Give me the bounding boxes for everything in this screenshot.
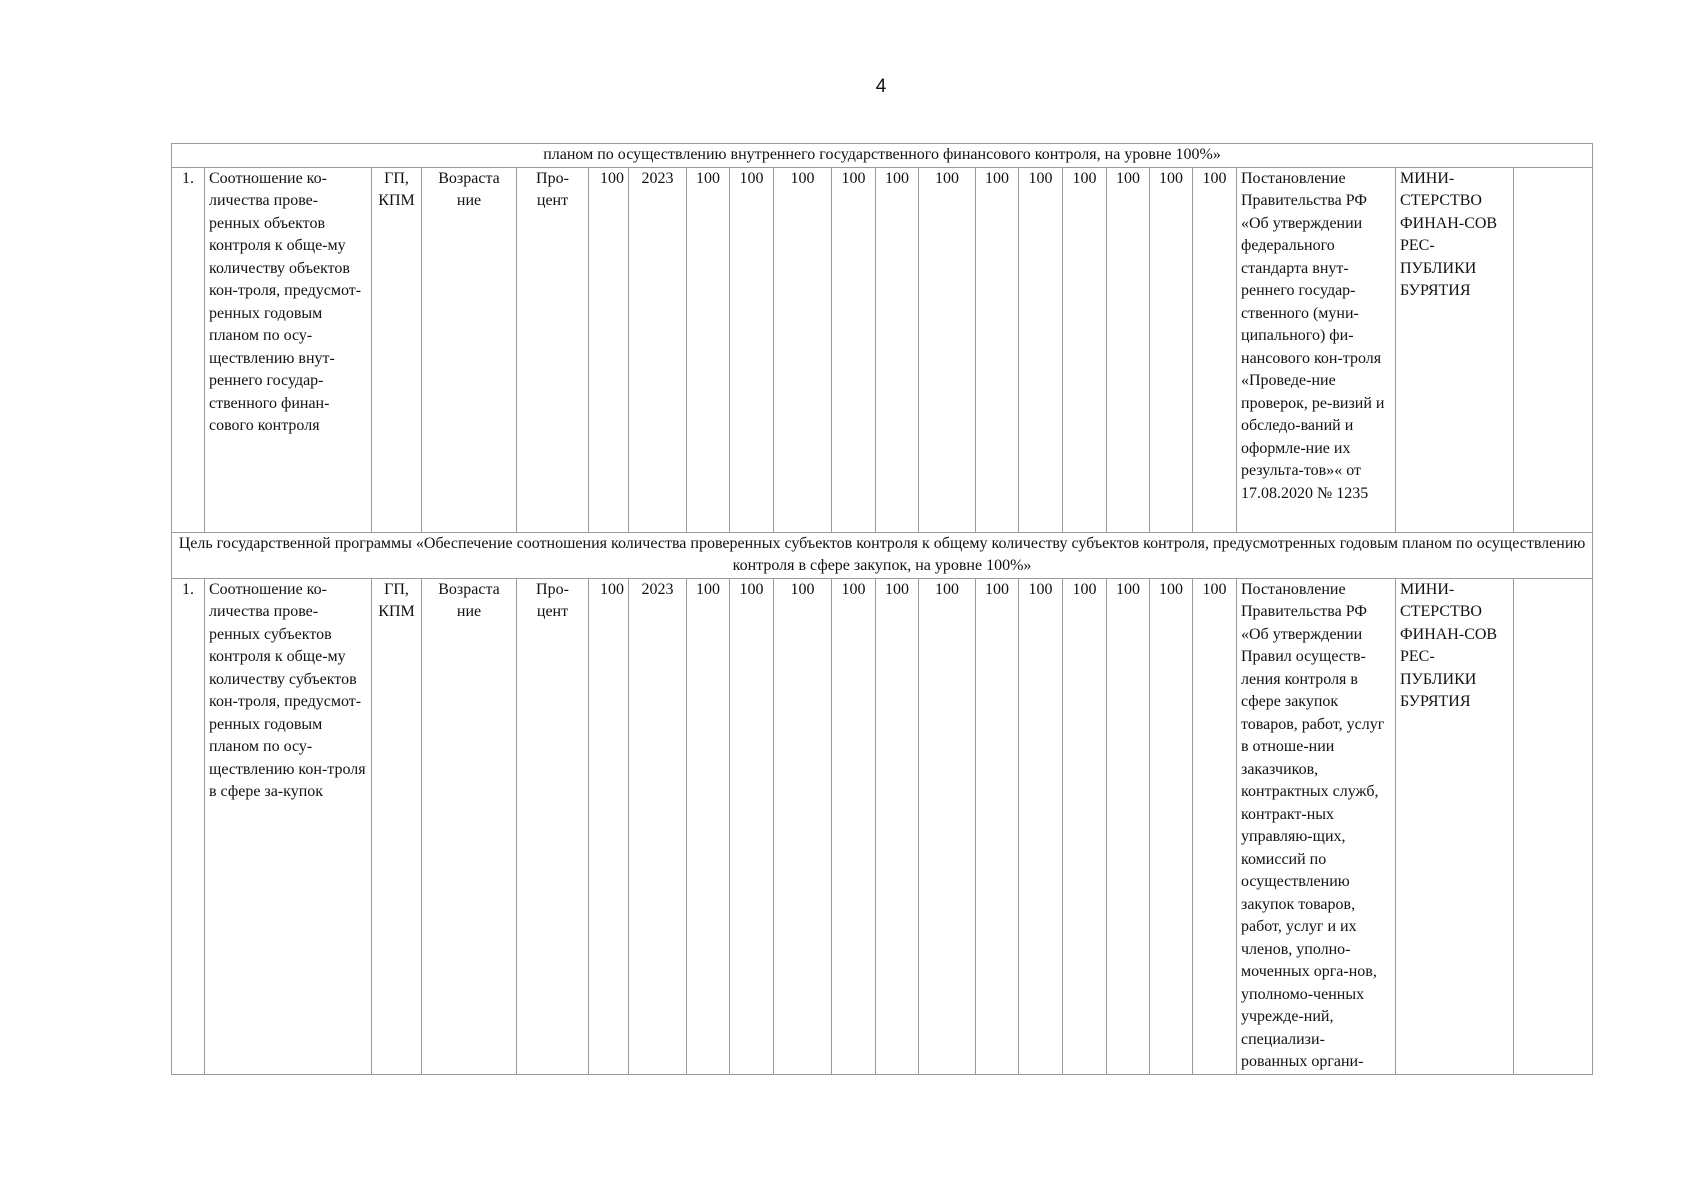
value-cell: 100: [687, 167, 730, 532]
responsible-body: МИНИ-СТЕРСТВО ФИНАН-СОВ РЕС-ПУБЛИКИ БУРЯТИЯ: [1396, 578, 1514, 1074]
legal-document: Постановление Правительства РФ «Об утверждении федерального стандарта внут-реннего государ-ственного (муни-ципального) фи-нансового кон-троля «Проведе-ние проверок, ре-визий и обследо-ваний и оформле-ние их результа-тов»« от 17.08.2020 № 1235: [1237, 167, 1396, 532]
goal-text-2: Цель государственной программы «Обеспечение соотношения количества проверенных субъектов контроля к общему количеству субъектов контроля, предусмотренных годовым планом по осуществлению контроля в сфере закупок, на уровне 100%»: [172, 532, 1593, 578]
extra-cell: [1514, 167, 1593, 532]
value-cell: 100: [1193, 167, 1237, 532]
row-number: 1.: [172, 578, 205, 1074]
value-cell: 100: [1063, 167, 1107, 532]
value-cell: 100: [1150, 578, 1193, 1074]
value-cell: 100: [919, 167, 976, 532]
indicator-type: ГП, КПМ: [372, 167, 422, 532]
value-cell: 100: [687, 578, 730, 1074]
goal-text-1: планом по осуществлению внутреннего государственного финансового контроля, на уровне 100%»: [172, 144, 1593, 168]
indicator-name: Соотношение ко-личества прове-ренных объектов контроля к обще-му количеству объектов кон-троля, предусмот-ренных годовым планом по осу-ществлению внут-реннего государ-ственного финан-сового контроля: [205, 167, 372, 532]
page-number: 4: [875, 76, 887, 97]
indicator-unit: Про-цент: [517, 578, 589, 1074]
value-cell: 100: [1019, 578, 1063, 1074]
value-cell: 100: [976, 578, 1019, 1074]
goal-band-1: [172, 144, 1593, 168]
extra-cell: [1514, 578, 1593, 1074]
value-cell: 100: [1150, 167, 1193, 532]
row-number: 1.: [172, 167, 205, 532]
value-cell: 100: [774, 167, 832, 532]
value-cell: 100: [1107, 578, 1150, 1074]
value-cell: 100: [919, 578, 976, 1074]
value-cell: 100: [774, 578, 832, 1074]
legal-document: Постановление Правительства РФ «Об утверждении Правил осуществ-ления контроля в сфере закупок товаров, работ, услуг в отноше-нии заказчиков, контрактных служб, контракт-ных управляю-щих, комиссий по осуществлению закупок товаров, работ, услуг и их членов, уполно-моченных орга-нов, уполномо-ченных учрежде-ний, специализи-рованных органи-: [1237, 578, 1396, 1074]
table-row: [172, 167, 1593, 532]
goal-band-2: [172, 532, 1593, 578]
indicators-table: [171, 143, 1593, 1075]
value-cell: 100: [1019, 167, 1063, 532]
value-cell: 100: [976, 167, 1019, 532]
value-cell: 100: [832, 578, 876, 1074]
indicator-trend: Возраста ние: [422, 578, 517, 1074]
value-cell: 100: [876, 167, 919, 532]
value-cell: 100: [1193, 578, 1237, 1074]
base-year: 2023: [629, 578, 687, 1074]
base-value: 100: [589, 578, 629, 1074]
indicator-trend: Возраста ние: [422, 167, 517, 532]
base-value: 100: [589, 167, 629, 532]
value-cell: 100: [730, 578, 774, 1074]
responsible-body: МИНИ-СТЕРСТВО ФИНАН-СОВ РЕС-ПУБЛИКИ БУРЯТИЯ: [1396, 167, 1514, 532]
value-cell: 100: [730, 167, 774, 532]
indicator-name: Соотношение ко-личества прове-ренных субъектов контроля к обще-му количеству субъектов кон-троля, предусмот-ренных годовым планом по осу-ществлению кон-троля в сфере за-купок: [205, 578, 372, 1074]
value-cell: 100: [1107, 167, 1150, 532]
value-cell: 100: [876, 578, 919, 1074]
base-year: 2023: [629, 167, 687, 532]
value-cell: 100: [832, 167, 876, 532]
value-cell: 100: [1063, 578, 1107, 1074]
table-row: [172, 578, 1593, 1074]
indicator-type: ГП, КПМ: [372, 578, 422, 1074]
indicator-unit: Про-цент: [517, 167, 589, 532]
